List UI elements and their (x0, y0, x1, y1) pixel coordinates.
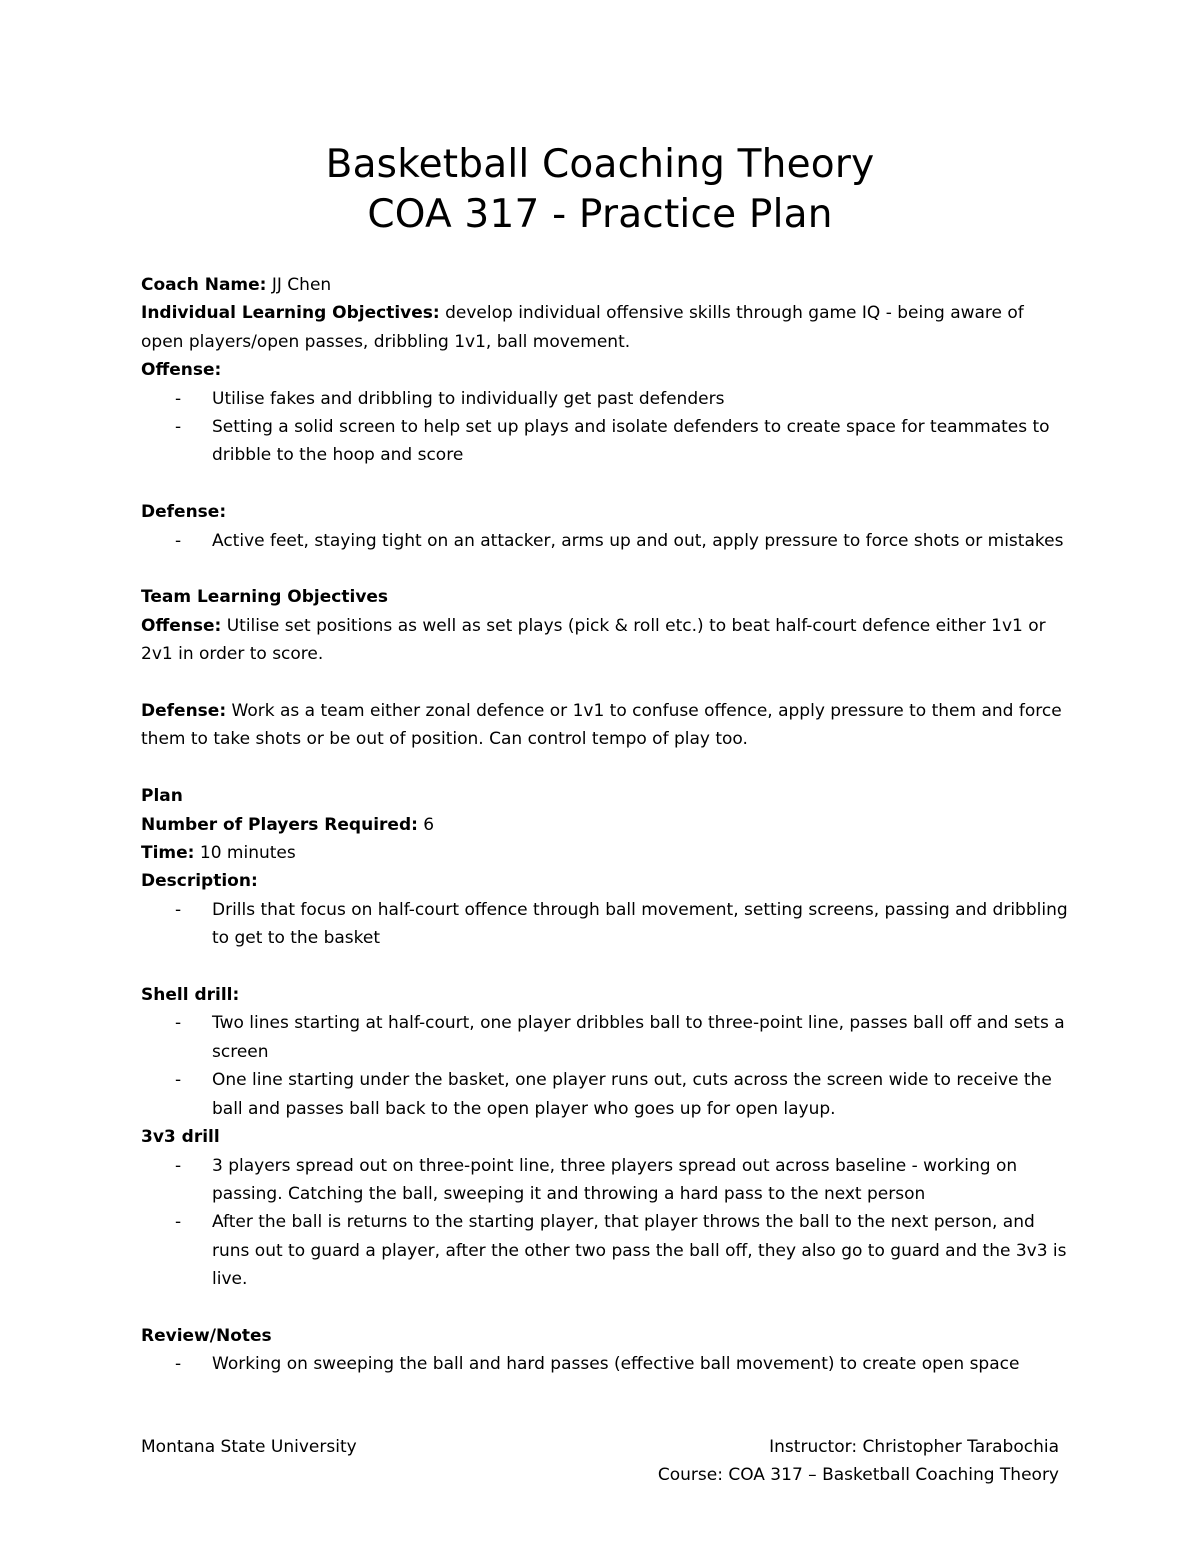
spacer (141, 754, 1071, 782)
dash-bullet: - (175, 1354, 182, 1375)
individual-objectives-text: develop individual offensive skills through game IQ - being aware of open players/open passes, dribbling 1v1, ball movement. (141, 303, 1024, 352)
list-item (141, 1350, 1071, 1378)
team-defense-label: Defense: (141, 701, 227, 722)
list-item (141, 1009, 1071, 1066)
shell-drill-list (141, 1009, 1071, 1123)
spacer (141, 669, 1071, 697)
document-body (141, 271, 1071, 1379)
list-item (141, 385, 1071, 413)
time-value: 10 minutes (194, 843, 296, 864)
list-item (141, 527, 1071, 555)
list-item-text: After the ball is returns to the starting player, that player throws the ball to the next person, and runs out to guard a player, after the other two pass the ball off, they also go to guard and the 3v3 is live. (212, 1212, 1067, 1290)
footer-course: Course: COA 317 – Basketball Coaching Theory (657, 1465, 1059, 1485)
description-list (141, 896, 1071, 953)
list-item (141, 1208, 1071, 1293)
list-item-text: Active feet, staying tight on an attacker, arms up and out, apply pressure to force shots or mistakes (212, 530, 1064, 551)
plan-heading: Plan (141, 786, 183, 807)
drill-3v3-list (141, 1152, 1071, 1294)
team-offense-line (141, 612, 1071, 669)
individual-defense-label: Defense: (141, 502, 227, 523)
dash-bullet: - (175, 1013, 182, 1034)
individual-offense-list (141, 385, 1071, 470)
team-objectives-heading: Team Learning Objectives (141, 587, 389, 608)
dash-bullet: - (175, 1155, 182, 1176)
list-item-text: One line starting under the basket, one player runs out, cuts across the screen wide to receive the ball and passes ball back to the open player who goes up for open layup. (212, 1070, 1052, 1119)
description-label: Description: (141, 871, 258, 892)
list-item-text: 3 players spread out on three-point line, three players spread out across baseline - working on passing. Catching the ball, sweeping it and throwing a hard pass to the next person (212, 1155, 1018, 1204)
time-line (141, 839, 1071, 867)
footer-instructor: Instructor: Christopher Tarabochia (769, 1437, 1059, 1457)
document-subtitle: COA 317 - Practice Plan (367, 192, 833, 237)
team-defense-text: Work as a team either zonal defence or 1v1 to confuse offence, apply pressure to them and force them to take shots or be out of position. Can control tempo of play too. (141, 701, 1062, 750)
coach-name-value: JJ Chen (266, 275, 332, 295)
team-offense-label: Offense: (141, 615, 222, 636)
players-required-label: Number of Players Required: (141, 814, 418, 835)
players-required-line (141, 811, 1071, 839)
drill-3v3-heading: 3v3 drill (141, 1127, 220, 1148)
individual-defense-list (141, 527, 1071, 555)
individual-objectives-label: Individual Learning Objectives: (141, 303, 440, 324)
individual-offense-label: Offense: (141, 360, 222, 381)
footer-university: Montana State University (141, 1437, 357, 1457)
dash-bullet: - (175, 1070, 182, 1091)
players-required-value: 6 (417, 814, 435, 835)
title-block (0, 140, 1200, 240)
footer-right (658, 1433, 1059, 1489)
dash-bullet: - (175, 899, 182, 920)
spacer (141, 555, 1071, 583)
review-heading: Review/Notes (141, 1325, 272, 1346)
list-item-text: Utilise fakes and dribbling to individually get past defenders (212, 388, 725, 409)
spacer (141, 470, 1071, 498)
list-item (141, 413, 1071, 470)
spacer (141, 953, 1071, 981)
list-item-text: Drills that focus on half-court offence through ball movement, setting screens, passing and dribbling to get to the basket (212, 899, 1068, 949)
team-defense-line (141, 697, 1071, 754)
list-item (141, 1152, 1071, 1209)
document-title: Basketball Coaching Theory (325, 142, 875, 187)
coach-name-line (141, 271, 1071, 299)
shell-drill-heading: Shell drill: (141, 985, 240, 1006)
list-item (141, 1066, 1071, 1123)
dash-bullet: - (175, 530, 182, 551)
dash-bullet: - (175, 1212, 182, 1233)
team-offense-text: Utilise set positions as well as set plays (pick & roll etc.) to beat half-court defence either 1v1 or 2v1 in order to score. (141, 615, 1046, 665)
list-item-text: Working on sweeping the ball and hard passes (effective ball movement) to create open space (212, 1354, 1020, 1375)
dash-bullet: - (175, 388, 182, 409)
spacer (141, 1294, 1071, 1322)
coach-name-label: Coach Name: (141, 275, 267, 295)
review-list (141, 1350, 1071, 1378)
individual-objectives-line (141, 299, 1071, 356)
dash-bullet: - (175, 417, 182, 438)
time-label: Time: (141, 843, 195, 864)
list-item-text: Setting a solid screen to help set up plays and isolate defenders to create space for teammates to dribble to the hoop and score (212, 417, 1050, 466)
list-item-text: Two lines starting at half-court, one player dribbles ball to three-point line, passes ball off and sets a screen (212, 1013, 1065, 1062)
list-item (141, 896, 1071, 953)
